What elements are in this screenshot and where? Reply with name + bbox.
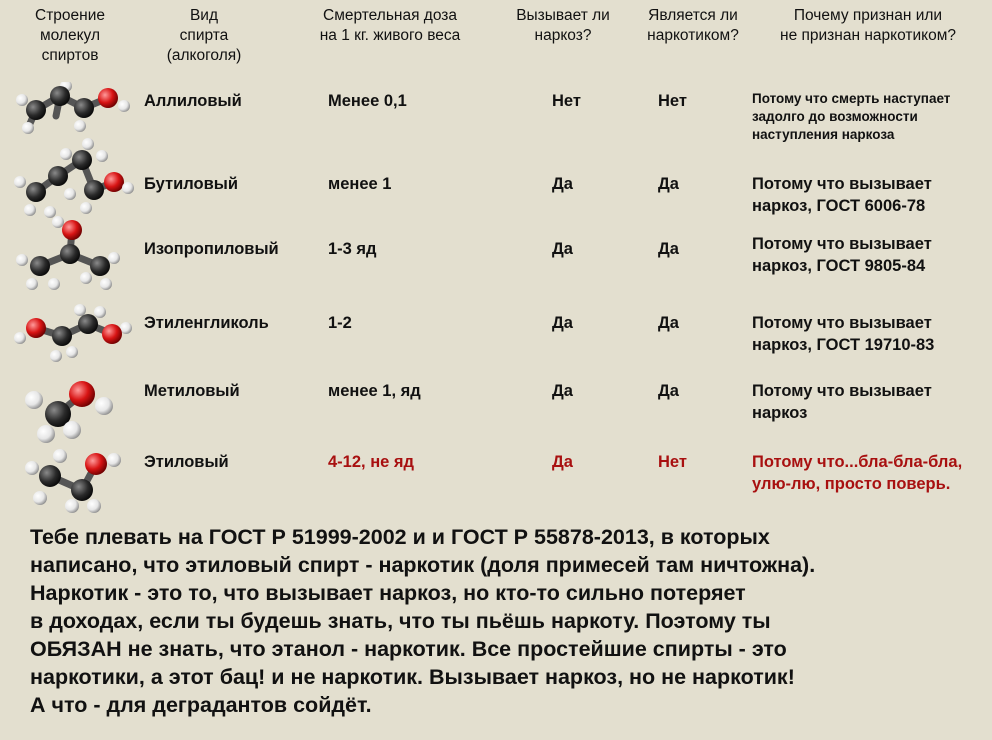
row-6-dose: 4-12, не яд xyxy=(328,453,415,471)
row-3-narcosis: Да xyxy=(552,240,573,258)
row-1-dose: Менее 0,1 xyxy=(328,92,407,110)
isopropanol-molecule-icon xyxy=(10,214,135,296)
row-5-name: Метиловый xyxy=(144,382,240,400)
body-paragraph: Тебе плевать на ГОСТ Р 51999-2002 и и ГОСТ Р 55878-2013, в которых написано, что этиловый спирт - наркотик (доля примесей там ничтожна). Наркотик - это то, что вызывает наркоз, но кто-то сильно потеряет в доходах, если ты будешь знать, что ты пьёшь наркоту. Поэтому ты ОБЯЗАН не знать, что этанол - наркотик. Все простейшие спирты - это наркотики, а этот бац! и не наркотик. Вызывает наркоз, но не наркотик! А что - для деградантов сойдёт. xyxy=(30,525,816,717)
row-6-narcotic: Нет xyxy=(658,453,687,471)
row-6-name: Этиловый xyxy=(144,453,229,471)
header-dose: Смертельная доза на 1 кг. живого веса xyxy=(319,7,461,44)
row-3-why: Потому что вызывает наркоз, ГОСТ 9805-84 xyxy=(752,235,932,275)
row-3-name: Изопропиловый xyxy=(144,240,279,258)
row-2-dose: менее 1 xyxy=(328,175,392,193)
row-1-narcotic: Нет xyxy=(658,92,687,110)
row-4-dose: 1-2 xyxy=(328,314,352,332)
row-4-narcosis: Да xyxy=(552,314,573,332)
header-structure: Строение молекул спиртов xyxy=(35,7,105,64)
row-5-narcosis: Да xyxy=(552,382,573,400)
row-6-why: Потому что...бла-бла-бла, улю-лю, просто поверь. xyxy=(752,453,963,493)
row-4-narcotic: Да xyxy=(658,314,679,332)
row-5-why: Потому что вызывает наркоз xyxy=(752,382,932,422)
row-5-narcotic: Да xyxy=(658,382,679,400)
butanol-molecule-icon xyxy=(10,136,135,220)
row-3-narcotic: Да xyxy=(658,240,679,258)
row-1-narcosis: Нет xyxy=(552,92,581,110)
row-4-why: Потому что вызывает наркоз, ГОСТ 19710-83 xyxy=(752,314,935,354)
header-type: Вид спирта (алкоголя) xyxy=(166,7,242,64)
header-narcosis: Вызывает ли наркоз? xyxy=(516,7,610,44)
row-6-narcosis: Да xyxy=(552,453,573,471)
row-2-narcotic: Да xyxy=(658,175,679,193)
methanol-molecule-icon xyxy=(12,372,124,446)
row-3-dose: 1-3 яд xyxy=(328,240,377,258)
row-2-why: Потому что вызывает наркоз, ГОСТ 6006-78 xyxy=(752,175,932,215)
ethanol-molecule-icon xyxy=(12,446,127,516)
allyl-alcohol-molecule-icon xyxy=(8,82,133,142)
row-2-name: Бутиловый xyxy=(144,175,238,193)
row-5-dose: менее 1, яд xyxy=(328,382,421,400)
row-1-name: Аллиловый xyxy=(144,92,242,110)
row-2-narcosis: Да xyxy=(552,175,573,193)
header-narcotic: Является ли наркотиком? xyxy=(647,7,739,44)
ethylene-glycol-molecule-icon xyxy=(8,302,136,364)
row-1-why: Потому что смерть наступает задолго до возможности наступления наркоза xyxy=(752,91,951,142)
header-why: Почему признан или не признан наркотиком? xyxy=(780,7,956,44)
row-4-name: Этиленгликоль xyxy=(144,314,269,332)
